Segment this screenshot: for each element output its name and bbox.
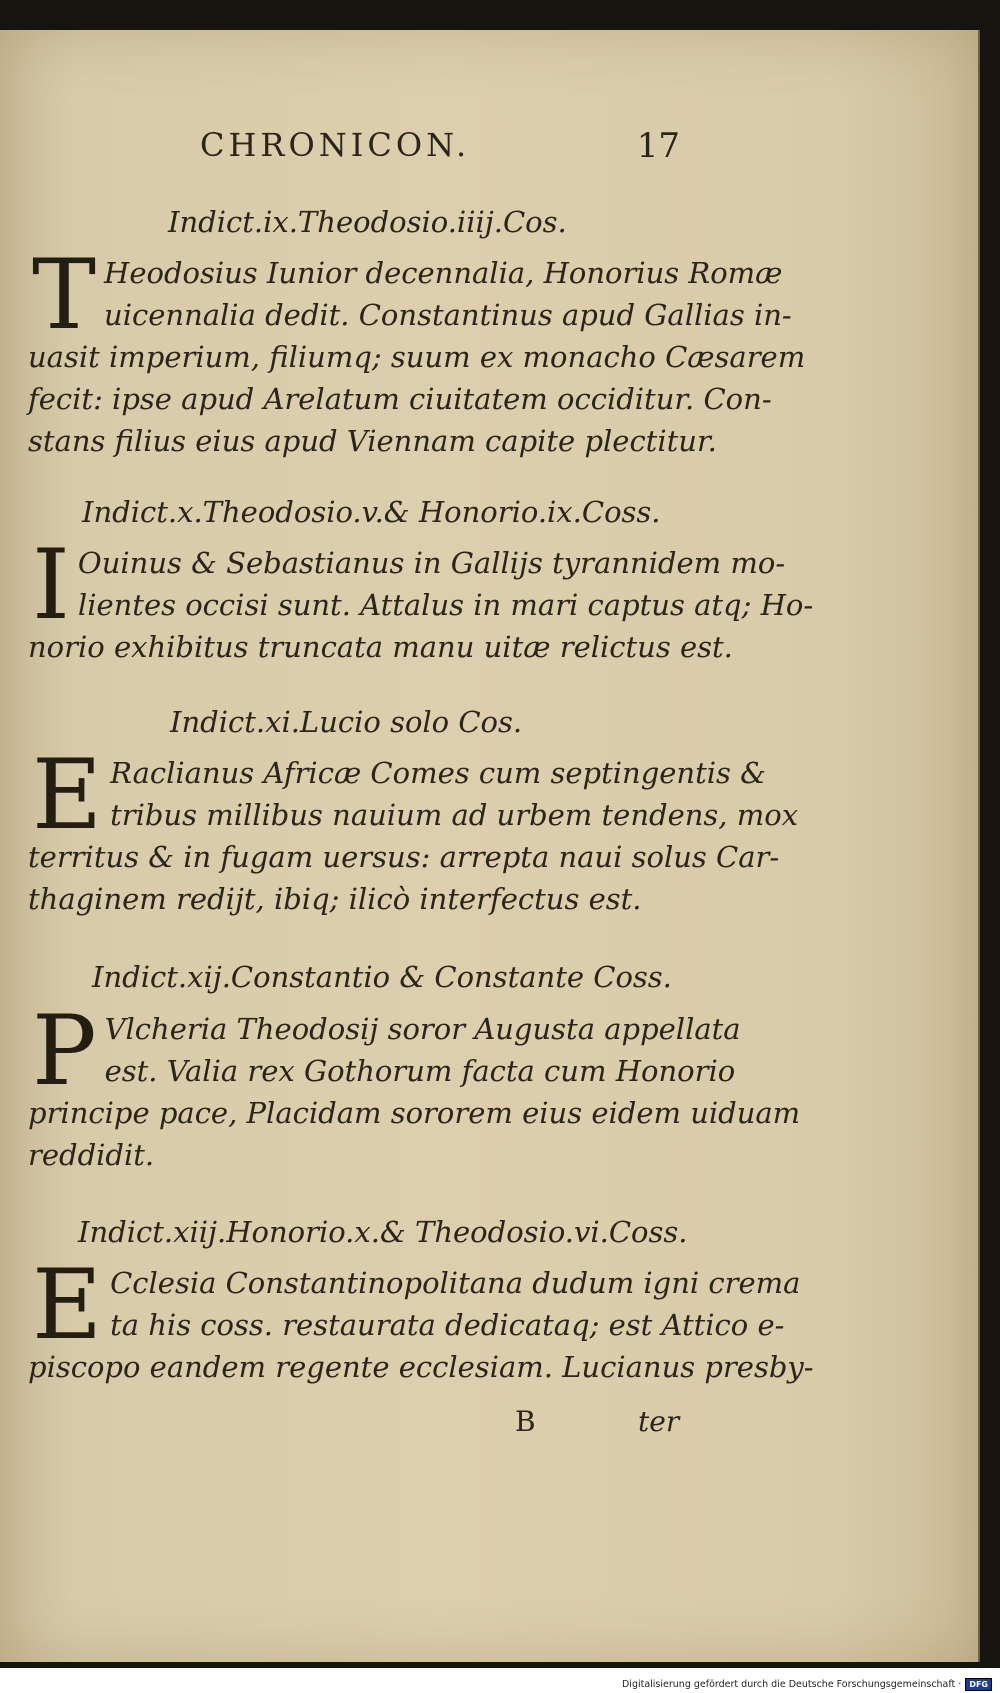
catchword: ter bbox=[638, 1405, 680, 1438]
text-line: piscopo eandem regente ecclesiam. Lucianus presby- bbox=[28, 1350, 814, 1384]
book-page bbox=[0, 30, 980, 1662]
section-paragraph bbox=[28, 995, 801, 1176]
drop-capital: E bbox=[32, 1249, 103, 1361]
text-line: Ouinus & Sebastianus in Gallijs tyrannidem mo- bbox=[77, 546, 786, 580]
section-paragraph bbox=[28, 1249, 814, 1388]
section-heading: Indict.xij.Constantio & Constante Coss. bbox=[92, 960, 672, 994]
dfg-logo: DFG bbox=[965, 1678, 992, 1691]
text-line: reddidit. bbox=[28, 1138, 155, 1172]
section-heading: Indict.x.Theodosio.v.& Honorio.ix.Coss. bbox=[82, 495, 661, 529]
text-line: lientes occisi sunt. Attalus in mari captus atq; Ho- bbox=[77, 588, 814, 622]
text-line: stans filius eius apud Viennam capite plectitur. bbox=[28, 424, 717, 458]
credit-text: Digitalisierung gefördert durch die Deutsche Forschungsgemeinschaft · bbox=[621, 1678, 962, 1690]
section-heading: Indict.xiij.Honorio.x.& Theodosio.vi.Coss. bbox=[78, 1215, 688, 1249]
text-line: principe pace, Placidam sororem eius eidem uiduam bbox=[28, 1096, 801, 1130]
page-text bbox=[0, 30, 978, 1662]
text-line: tribus millibus nauium ad urbem tendens, mox bbox=[110, 798, 799, 832]
text-line: uicennalia dedit. Constantinus apud Gallias in- bbox=[104, 298, 792, 332]
section-heading: Indict.xi.Lucio solo Cos. bbox=[170, 705, 523, 739]
text-line: fecit: ipse apud Arelatum ciuitatem occiditur. Con- bbox=[28, 382, 772, 416]
text-line: est. Valia rex Gothorum facta cum Honorio bbox=[104, 1054, 736, 1088]
page-header bbox=[200, 126, 680, 176]
text-line: ta his coss. restaurata dedicataq; est Attico e- bbox=[110, 1308, 785, 1342]
credit-bar bbox=[622, 1676, 992, 1692]
section-paragraph bbox=[28, 239, 806, 462]
signature-mark: B bbox=[515, 1405, 536, 1438]
text-line: uasit imperium, filiumq; suum ex monacho Cæsarem bbox=[28, 340, 806, 374]
text-line: Raclianus Africæ Comes cum septingentis & bbox=[110, 756, 766, 790]
section-paragraph bbox=[28, 739, 799, 920]
text-line: Heodosius Iunior decennalia, Honorius Romæ bbox=[104, 256, 783, 290]
drop-capital: T bbox=[32, 239, 97, 351]
section-paragraph bbox=[28, 529, 814, 668]
text-line: thaginem redijt, ibiq; ilicò interfectus est. bbox=[28, 882, 642, 916]
text-line: Cclesia Constantinopolitana dudum igni crema bbox=[110, 1266, 801, 1300]
text-line: Vlcheria Theodosij soror Augusta appellata bbox=[104, 1012, 741, 1046]
running-title: CHRONICON. bbox=[200, 126, 471, 164]
drop-capital: E bbox=[32, 739, 103, 851]
text-line: territus & in fugam uersus: arrepta naui solus Car- bbox=[28, 840, 780, 874]
text-line: norio exhibitus truncata manu uitæ relictus est. bbox=[28, 630, 733, 664]
drop-capital: I bbox=[32, 529, 70, 641]
page-number: 17 bbox=[636, 126, 680, 166]
section-heading: Indict.ix.Theodosio.iiij.Cos. bbox=[168, 205, 567, 239]
drop-capital: P bbox=[32, 995, 97, 1107]
